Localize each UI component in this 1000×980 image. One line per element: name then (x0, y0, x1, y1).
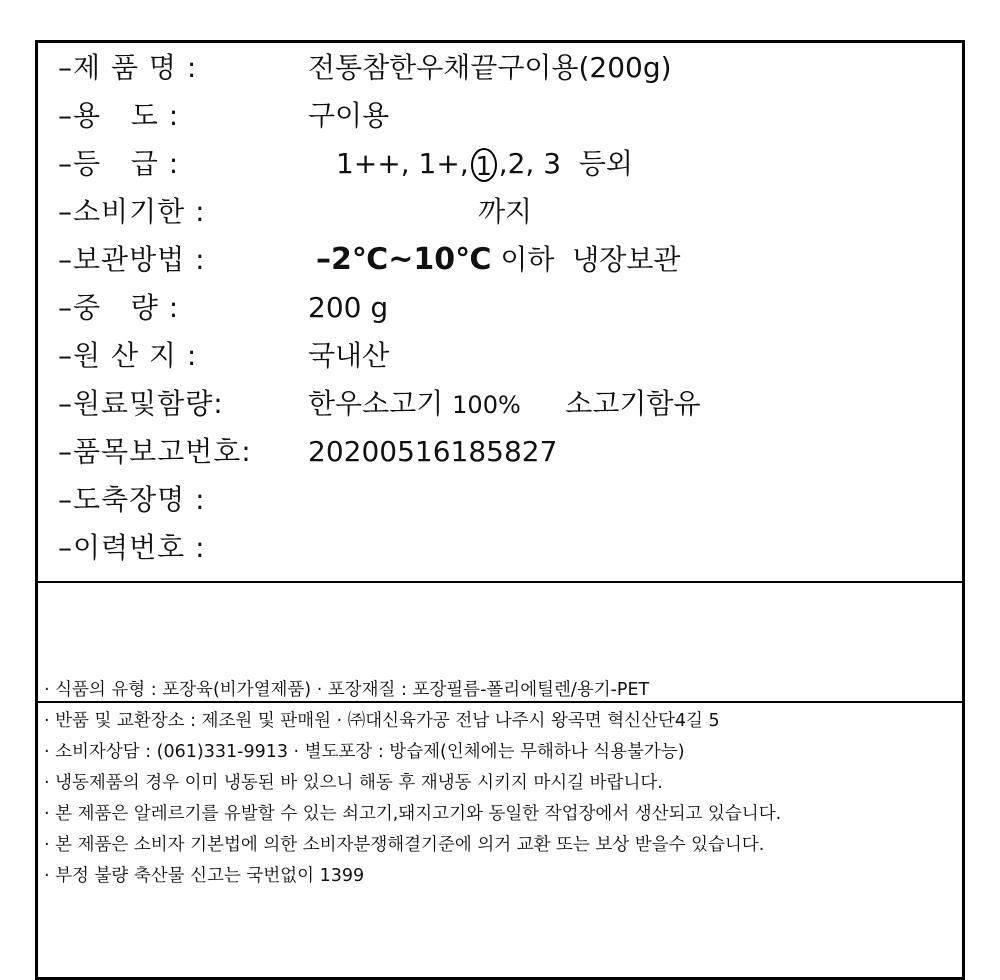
weight-value: 200 g (308, 291, 389, 324)
row-slaughterhouse (58, 477, 948, 523)
row-storage (58, 237, 948, 283)
grade-value (336, 141, 633, 187)
row-label: –이력번호 : (58, 531, 206, 564)
notes-section (44, 675, 964, 892)
row-label: –용 도 : (58, 99, 180, 132)
product-label (35, 40, 965, 980)
expiry-value: 까지 (478, 195, 533, 228)
row-label: –품목보고번호: (58, 435, 252, 468)
row-origin (58, 333, 948, 379)
row-label: –등 급 : (58, 147, 180, 180)
row-label: –중 량 : (58, 291, 180, 324)
row-label: –도축장명 : (58, 483, 206, 516)
note-line: · 냉동제품의 경우 이미 냉동된 바 있으니 해동 후 재냉동 시키지 마시길 바랍니다. (44, 773, 663, 793)
row-ingredients (58, 381, 948, 427)
grade-options-suffix: ,2, 3 등외 (498, 147, 633, 180)
ingredients-value (308, 381, 701, 428)
ingredient-type: 소고기함유 (520, 387, 701, 420)
grade-selected-circled: 1 (471, 148, 497, 182)
storage-text: 이하 냉장보관 (491, 243, 681, 276)
row-trace-number (58, 525, 948, 571)
storage-temperature: –2℃~10℃ (316, 242, 492, 277)
note-line: · 식품의 유형 : 포장육(비가열제품) · 포장재질 : 포장필름-폴리에틸렌/용기-PET (44, 680, 650, 700)
row-product-name (58, 45, 948, 91)
row-label: –소비기한 : (58, 195, 206, 228)
product-name-value: 전통참한우채끝구이용(200g) (308, 51, 672, 84)
note-line: · 본 제품은 알레르기를 유발할 수 있는 쇠고기,돼지고기와 동일한 작업장에서 생산되고 있습니다. (44, 804, 782, 824)
product-info-section (38, 43, 962, 583)
row-label: –보관방법 : (58, 243, 206, 276)
note-line: · 본 제품은 소비자 기본법에 의한 소비자분쟁해결기준에 의거 교환 또는 보상 받을수 있습니다. (44, 835, 765, 855)
note-line: · 부정 불량 축산물 신고는 국번없이 1399 (44, 866, 365, 886)
row-usage (58, 93, 948, 139)
row-label: –원료및함량: (58, 387, 224, 420)
usage-value: 구이용 (308, 99, 390, 132)
row-weight (58, 285, 948, 331)
note-line: · 반품 및 교환장소 : 제조원 및 판매원 · ㈜대신육가공 전남 나주시 왕곡면 혁신산단4길 5 (44, 711, 720, 731)
storage-value (316, 237, 680, 283)
ingredient-name: 한우소고기 (308, 387, 453, 420)
report-number-value: 20200516185827 (308, 435, 558, 468)
row-grade (58, 141, 948, 187)
note-line: · 소비자상담 : (061)331-9913 · 별도포장 : 방습제(인체에는 무해하나 식용불가능) (44, 742, 685, 762)
grade-options-prefix: 1++, 1+, (336, 147, 469, 180)
origin-value: 국내산 (308, 339, 390, 372)
row-label: –원 산 지 : (58, 339, 198, 372)
ingredient-percent: 100% (452, 391, 521, 419)
row-label: –제 품 명 : (58, 51, 198, 84)
row-expiry (58, 189, 948, 235)
row-report-number (58, 429, 948, 475)
